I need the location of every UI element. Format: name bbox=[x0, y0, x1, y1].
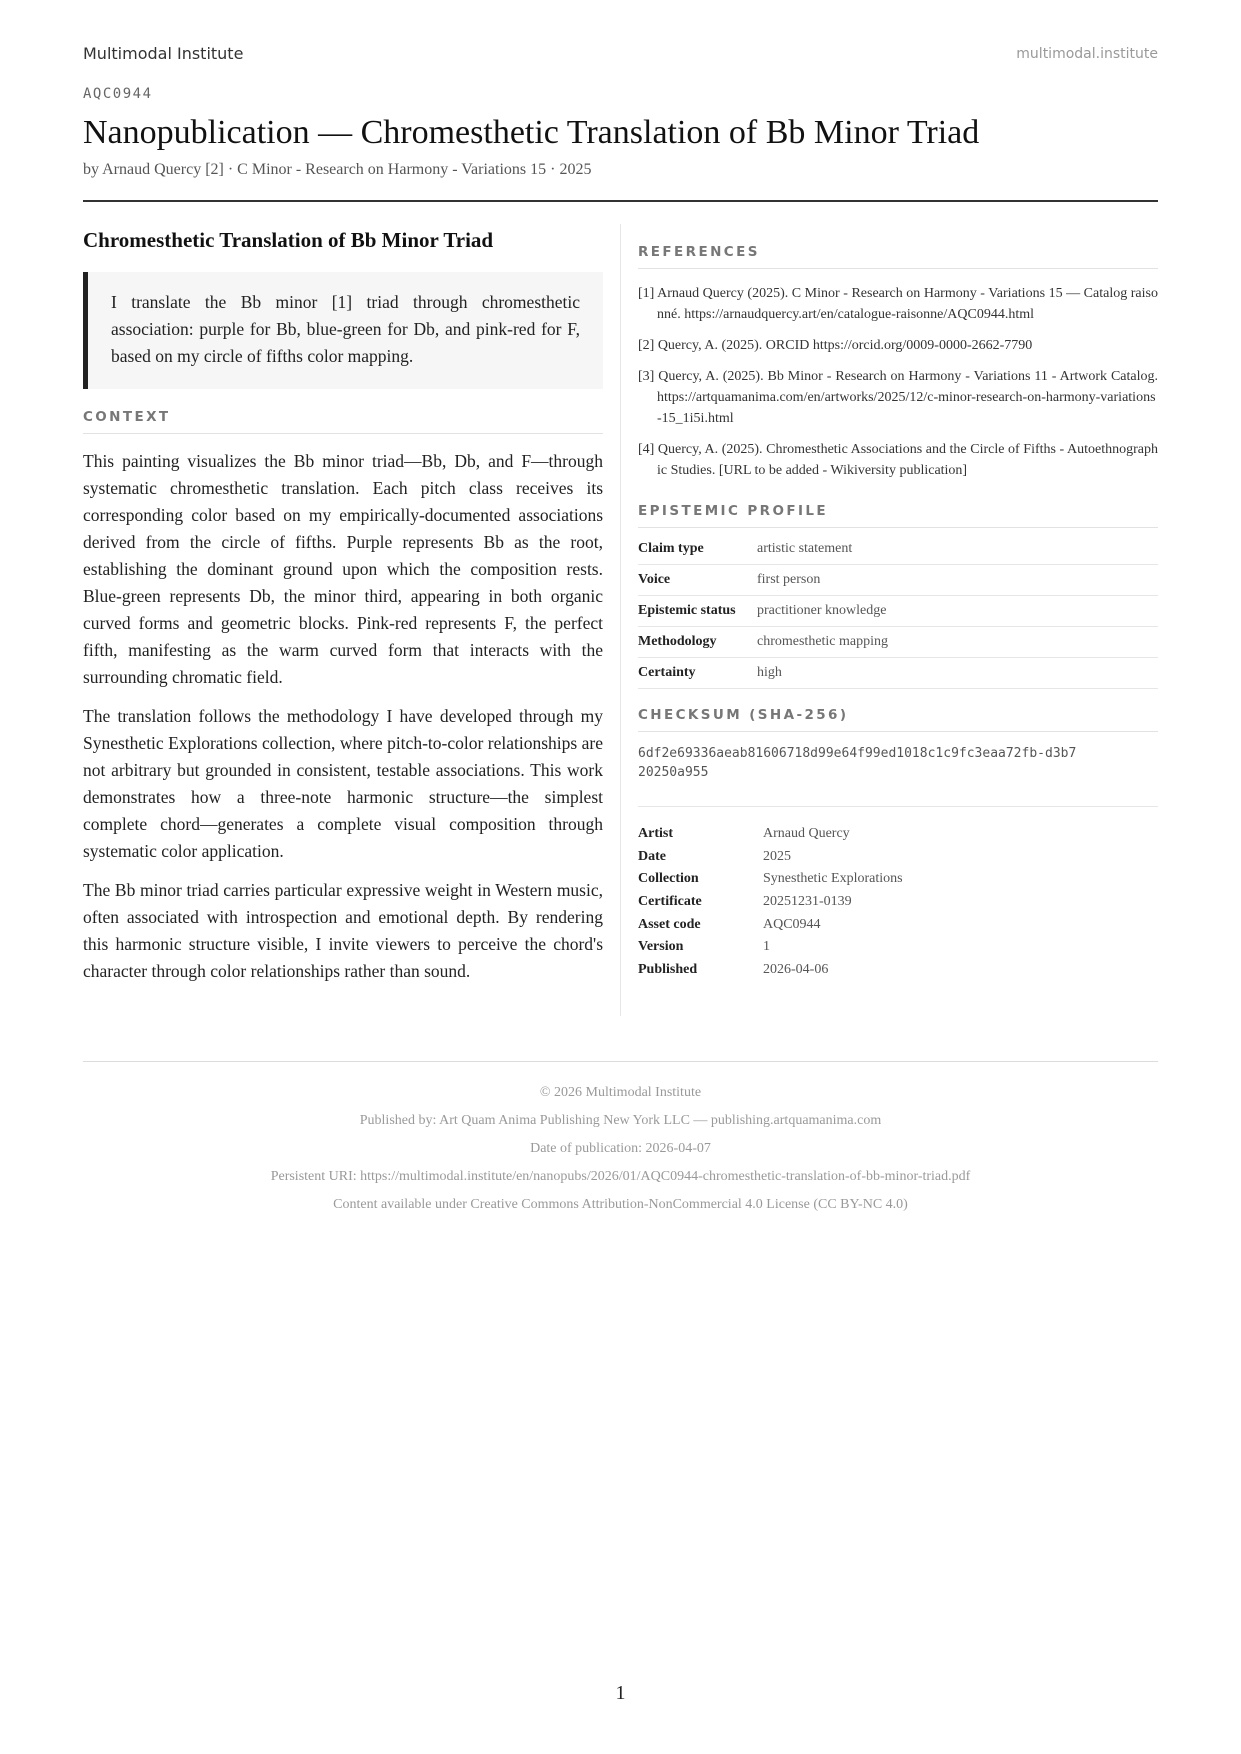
main-column bbox=[83, 226, 603, 997]
profile-key: Certainty bbox=[638, 658, 757, 689]
context-paragraph: This painting visualizes the Bb minor triad—Bb, Db, and F—through systematic chromesthetic translation. Each pitch class receives its corresponding color based on my empirically-documented associations derived from the circle of fifths. Purple represents Bb as the root, establishing the dominant ground upon which the composition rests. Blue-green represents Db, the minor third, appearing in both organic curved forms and geometric blocks. Pink-red represents F, the perfect fifth, manifesting as the warm curved form that interacts with the surrounding chromatic field. bbox=[83, 451, 603, 687]
profile-value: high bbox=[757, 658, 1158, 689]
page-footer bbox=[83, 1079, 1158, 1219]
header-divider bbox=[83, 200, 1158, 202]
metadata-key: Artist bbox=[638, 826, 673, 842]
profile-value: chromesthetic mapping bbox=[757, 627, 1158, 658]
metadata-divider bbox=[638, 806, 1158, 807]
footer-divider bbox=[83, 1061, 1158, 1062]
table-row bbox=[638, 658, 1158, 689]
reference-item[interactable]: [3] Quercy, A. (2025). Bb Minor - Research on Harmony - Variations 11 - Artwork Catalog. https://artquamanima.com/en/artworks/2025/12/c-minor-research-on-harmony-variations-15_1i5i.html bbox=[638, 369, 1158, 426]
abstract-block bbox=[83, 272, 603, 389]
table-row bbox=[638, 823, 1158, 846]
metadata-key: Collection bbox=[638, 871, 699, 887]
table-row bbox=[638, 596, 1158, 627]
table-row bbox=[638, 846, 1158, 869]
metadata-key: Asset code bbox=[638, 916, 701, 932]
checksum-label: CHECKSUM (SHA-256) bbox=[638, 707, 1158, 732]
context-label: CONTEXT bbox=[83, 409, 603, 434]
profile-value: first person bbox=[757, 565, 1158, 596]
metadata-value: 2025 bbox=[763, 848, 791, 864]
abstract-text: I translate the Bb minor [1] triad through chromesthetic association: purple for Bb, blue-green for Db, and pink-red for F, based on my circle of fifths color mapping. bbox=[111, 292, 580, 366]
metadata-table bbox=[638, 823, 1158, 981]
profile-key: Claim type bbox=[638, 534, 757, 565]
byline: by Arnaud Quercy [2] · C Minor - Research on Harmony - Variations 15 · 2025 bbox=[83, 161, 592, 178]
references-label: REFERENCES bbox=[638, 244, 1158, 269]
metadata-value: AQC0944 bbox=[763, 916, 821, 932]
table-row bbox=[638, 891, 1158, 914]
context-body bbox=[83, 448, 603, 985]
metadata-key: Certificate bbox=[638, 894, 702, 910]
table-row bbox=[638, 565, 1158, 596]
page-header-row bbox=[83, 44, 1158, 68]
profile-key: Voice bbox=[638, 565, 757, 596]
metadata-value: 1 bbox=[763, 939, 770, 955]
epistemic-profile-table bbox=[638, 534, 1158, 689]
column-divider bbox=[620, 224, 621, 1016]
epistemic-profile-label: EPISTEMIC PROFILE bbox=[638, 503, 1158, 528]
sidebar-column bbox=[638, 244, 1158, 981]
footer-publication-date: Date of publication: 2026-04-07 bbox=[530, 1141, 711, 1156]
footer-persistent-uri[interactable]: Persistent URI: https://multimodal.institute/en/nanopubs/2026/01/AQC0944-chromesthetic-translation-of-bb-minor-triad.pdf bbox=[270, 1169, 971, 1184]
checksum-value: 6df2e69336aeab81606718d99e64f99ed1018c1c9fc3eaa72fb-d3b720250a955 bbox=[638, 746, 1077, 780]
page-title: Nanopublication — Chromesthetic Translation of Bb Minor Triad bbox=[83, 114, 980, 151]
institute-site-link[interactable]: multimodal.institute bbox=[1016, 46, 1158, 62]
reference-item: [4] Quercy, A. (2025). Chromesthetic Associations and the Circle of Fifths - Autoethnographic Studies. [URL to be added - Wikiversity publication] bbox=[638, 442, 1158, 478]
profile-value: artistic statement bbox=[757, 534, 1158, 565]
table-row bbox=[638, 959, 1158, 982]
profile-value: practitioner knowledge bbox=[757, 596, 1158, 627]
metadata-value: Arnaud Quercy bbox=[763, 826, 850, 842]
metadata-key: Date bbox=[638, 848, 666, 864]
table-row bbox=[638, 868, 1158, 891]
footer-publisher: Published by: Art Quam Anima Publishing New York LLC — publishing.artquamanima.com bbox=[359, 1113, 882, 1128]
footer-license: Content available under Creative Commons Attribution-NonCommercial 4.0 License (CC BY-NC 4.0) bbox=[333, 1197, 908, 1212]
table-row bbox=[638, 534, 1158, 565]
reference-item[interactable]: [2] Quercy, A. (2025). ORCID https://orcid.org/0009-0000-2662-7790 bbox=[638, 338, 1033, 353]
asset-code: AQC0944 bbox=[83, 86, 153, 102]
institute-name: Multimodal Institute bbox=[83, 44, 244, 63]
footer-copyright: © 2026 Multimodal Institute bbox=[539, 1085, 702, 1100]
metadata-value: Synesthetic Explorations bbox=[763, 871, 903, 887]
profile-key: Epistemic status bbox=[638, 596, 757, 627]
reference-item[interactable]: [1] Arnaud Quercy (2025). C Minor - Research on Harmony - Variations 15 — Catalog raisonné. https://arnaudquercy.art/en/catalogue-raisonne/AQC0944.html bbox=[638, 286, 1158, 322]
metadata-value: 2026-04-06 bbox=[763, 961, 829, 977]
metadata-key: Published bbox=[638, 961, 698, 977]
table-row bbox=[638, 627, 1158, 658]
metadata-key: Version bbox=[638, 939, 684, 955]
table-row bbox=[638, 913, 1158, 936]
profile-key: Methodology bbox=[638, 627, 757, 658]
section-heading: Chromesthetic Translation of Bb Minor Triad bbox=[83, 228, 494, 252]
table-row bbox=[638, 936, 1158, 959]
context-paragraph: The translation follows the methodology I have developed through my Synesthetic Explorations collection, where pitch-to-color relationships are not arbitrary but grounded in consistent, testable associations. This work demonstrates how a three-note harmonic structure—the simplest complete chord—generates a complete visual composition through systematic color application. bbox=[83, 706, 603, 861]
page-number: 1 bbox=[615, 1682, 626, 1704]
metadata-value: 20251231-0139 bbox=[763, 894, 852, 910]
context-paragraph: The Bb minor triad carries particular expressive weight in Western music, often associated with introspection and emotional depth. By rendering this harmonic structure visible, I invite viewers to perceive the chord's character through color relationships rather than sound. bbox=[83, 880, 603, 981]
references-list bbox=[638, 283, 1158, 481]
